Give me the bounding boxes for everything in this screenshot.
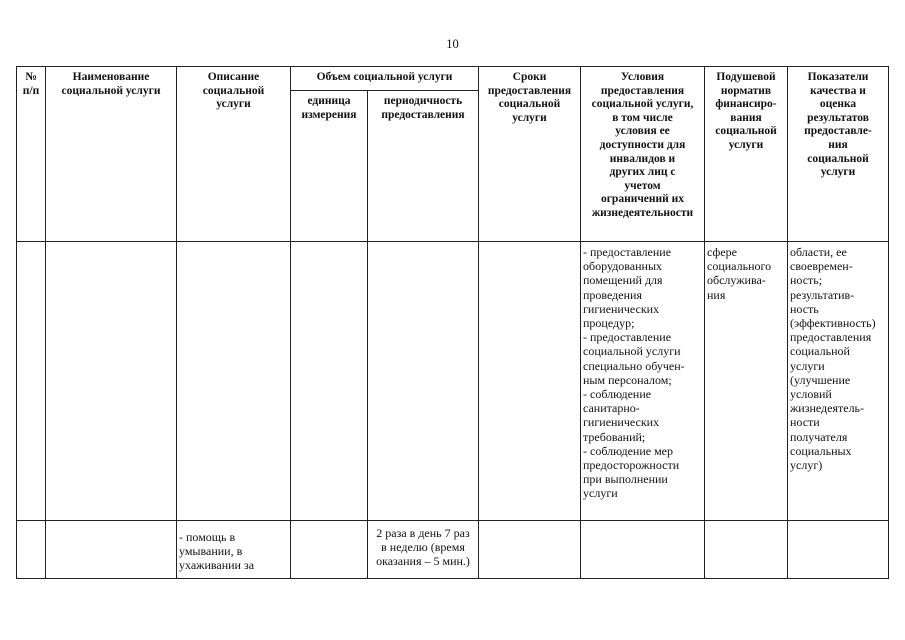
- text-line: Сроки: [512, 71, 547, 83]
- text-line: помещений для: [583, 273, 663, 288]
- text-line: ния: [707, 287, 726, 302]
- text-line: социальной услуги: [61, 84, 161, 97]
- text-line: социального: [707, 259, 772, 274]
- text-line: гигиенических: [583, 415, 660, 430]
- header-row-1: [17, 67, 889, 91]
- page-number: 10: [446, 37, 459, 51]
- text-line: Наименование: [72, 71, 150, 83]
- text-line: специально обучен-: [583, 358, 685, 373]
- cell-quality: [788, 242, 889, 521]
- text-line: ность: [790, 301, 819, 316]
- cell-description: [177, 242, 291, 521]
- table-row: [17, 242, 889, 521]
- cell-number: [17, 242, 46, 521]
- text-line: ограничений их: [600, 193, 685, 206]
- header-service-description: [177, 67, 291, 242]
- text-line: Подушевой: [716, 71, 776, 83]
- text-line: п/п: [22, 84, 40, 97]
- text-line: качества и: [810, 84, 866, 97]
- text-line: оборудованных: [583, 259, 663, 274]
- text-line: Условия: [620, 71, 665, 83]
- text-line: №: [25, 71, 37, 83]
- text-line: - помощь в: [179, 530, 236, 544]
- text-line: жизнедеятель-: [790, 401, 865, 416]
- cell-periodicity: [368, 521, 479, 579]
- services-table: [16, 66, 889, 579]
- text-line: процедур;: [583, 316, 635, 331]
- text-line: проведения: [583, 287, 642, 302]
- cell-periodicity: [368, 242, 479, 521]
- header-conditions: [581, 67, 705, 242]
- text-line: при выполнении: [583, 472, 668, 487]
- text-line: социальной: [202, 84, 265, 97]
- text-line: социальной услуги: [583, 344, 681, 359]
- text-line: требований;: [583, 429, 646, 444]
- text-line: Показатели: [807, 71, 869, 83]
- text-line: - соблюдение мер: [583, 443, 673, 458]
- text-line: оценка: [819, 98, 857, 111]
- cell-financing-norm: [705, 242, 788, 521]
- text-line: норматив: [720, 84, 772, 97]
- header-quality-indicators: [788, 67, 889, 242]
- text-line: Описание: [207, 71, 260, 83]
- text-line: результатив-: [790, 287, 855, 302]
- text-line: предоставления: [381, 108, 465, 121]
- text-line: финансиро-: [715, 98, 777, 111]
- text-line: ния: [828, 138, 848, 151]
- text-line: услуги: [790, 358, 825, 373]
- text-line: гигиенических: [583, 301, 660, 316]
- text-line: области, ее: [790, 245, 847, 259]
- text-line: социальной: [807, 152, 869, 165]
- cell-service-name: [46, 242, 177, 521]
- text-line: услуги: [216, 98, 251, 111]
- text-line: в неделю (время: [381, 540, 465, 555]
- text-line: ность;: [790, 273, 823, 288]
- cell-terms: [479, 521, 581, 579]
- text-line: измерения: [301, 108, 357, 121]
- text-line: социальной: [498, 98, 561, 111]
- header-unit: [291, 91, 368, 242]
- text-line: доступности для: [599, 138, 686, 151]
- text-line: условия ее: [615, 125, 670, 138]
- cell-conditions: [581, 242, 705, 521]
- header-terms: [479, 67, 581, 242]
- text-line: услуг): [790, 458, 823, 473]
- table-row: [17, 521, 889, 579]
- cell-terms: [479, 242, 581, 521]
- text-line: 2 раза в день 7 раз: [376, 526, 470, 540]
- cell-unit: [291, 521, 368, 579]
- text-line: периодичность: [383, 95, 463, 107]
- text-line: оказания – 5 мин.): [376, 554, 470, 569]
- cell-financing-norm: [705, 521, 788, 579]
- text-line: услуги: [820, 166, 856, 179]
- cell-description: [177, 521, 291, 579]
- text-line: вания: [730, 111, 762, 124]
- text-line: единица: [307, 95, 351, 107]
- text-line: социальных: [790, 443, 852, 458]
- text-line: получателя: [790, 429, 848, 444]
- text-line: в том числе: [612, 111, 673, 124]
- text-line: предоставления: [600, 84, 685, 97]
- header-service-volume: Объем социальной услуги: [291, 67, 479, 91]
- text-line: условий: [790, 387, 832, 402]
- text-line: сфере: [707, 245, 737, 259]
- text-line: предоставления: [487, 84, 572, 97]
- text-line: - соблюдение: [583, 387, 652, 402]
- text-line: инвалидов и: [609, 152, 676, 165]
- header-periodicity: [368, 91, 479, 242]
- text-line: обслужива-: [707, 273, 766, 288]
- text-line: учетом: [624, 179, 661, 192]
- text-line: результатов: [807, 111, 869, 124]
- text-line: услуги: [583, 486, 618, 501]
- cell-service-name: [46, 521, 177, 579]
- text-line: социальной услуги,: [591, 98, 694, 111]
- text-line: своевремен-: [790, 259, 853, 274]
- cell-unit: [291, 242, 368, 521]
- text-line: предосторожности: [583, 458, 680, 473]
- text-line: - предоставление: [583, 245, 672, 259]
- text-line: (эффективность): [790, 316, 876, 331]
- text-line: социальной: [790, 344, 850, 359]
- text-line: умывании, в: [179, 544, 243, 559]
- text-line: предоставления: [790, 330, 872, 345]
- text-line: ности: [790, 415, 820, 430]
- header-service-name: [46, 67, 177, 242]
- cell-number: [17, 521, 46, 579]
- cell-conditions: [581, 521, 705, 579]
- text-line: услуги: [512, 111, 547, 124]
- text-line: жизнедеятельности: [591, 206, 694, 219]
- header-number: [17, 67, 46, 242]
- cell-quality: [788, 521, 889, 579]
- text-line: ным персоналом;: [583, 372, 672, 387]
- text-line: ухаживании за: [179, 558, 255, 573]
- header-financing-norm: [705, 67, 788, 242]
- text-line: услуги: [728, 138, 764, 151]
- text-line: санитарно-: [583, 401, 640, 416]
- text-line: (улучшение: [790, 372, 851, 387]
- text-line: - предоставление: [583, 330, 672, 345]
- text-line: других лиц с: [609, 166, 676, 179]
- text-line: социальной: [715, 125, 777, 138]
- text-line: предоставле-: [804, 125, 872, 138]
